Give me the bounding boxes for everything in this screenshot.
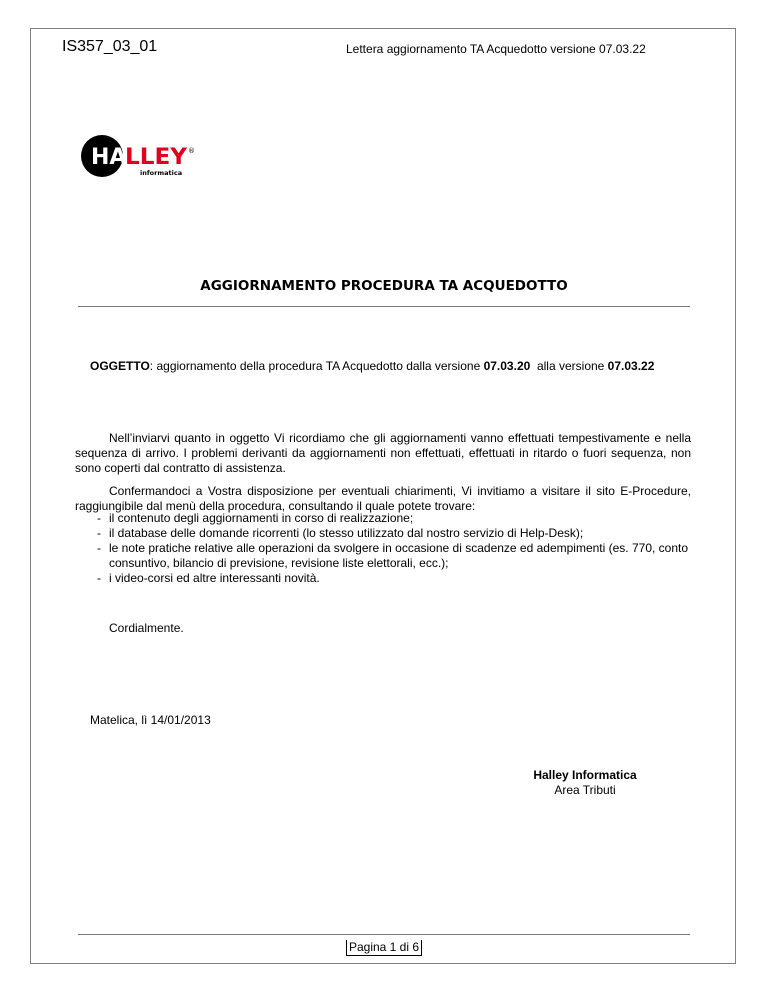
list-dash: -: [97, 526, 101, 540]
paragraph-intro: Nell’inviarvi quanto in oggetto Vi ricordiamo che gli aggiornamenti vanno effettuati tempestivamente e nella sequenza di arrivo. I problemi derivanti da aggiornamenti non effettuati, effettuati in ritardo o fuori sequenza, non sono coperti dal contratto di assistenza.: [75, 431, 691, 475]
halley-logo-graphic: [80, 134, 200, 180]
logo-registered-mark: ®: [188, 147, 195, 155]
eprocedure-list: [75, 511, 691, 586]
place-date: Matelica, lì 14/01/2013: [90, 713, 211, 727]
footer: [0, 940, 768, 956]
subject-version-from: 07.03.20: [483, 359, 531, 373]
subject-label: OGGETTO: [90, 359, 150, 373]
signature-area: Area Tributi: [554, 783, 616, 797]
closing-greeting: Cordialmente.: [109, 621, 184, 635]
list-item: [75, 526, 691, 541]
logo-text-lley: LLEY: [125, 145, 189, 170]
document-code: IS357_03_01: [62, 38, 158, 55]
list-item-text: il contenuto degli aggiornamenti in corso di realizzazione;: [109, 511, 414, 525]
list-item: [75, 571, 691, 586]
list-dash: -: [97, 511, 101, 525]
subject-version-to: 07.03.22: [607, 359, 655, 373]
page-title: AGGIORNAMENTO PROCEDURA TA ACQUEDOTTO: [200, 278, 568, 294]
subject-text: : aggiornamento della procedura TA Acquedotto dalla versione: [149, 359, 484, 373]
list-dash: -: [97, 571, 101, 585]
signature-name: Halley Informatica: [533, 768, 637, 782]
document-header-title: Lettera aggiornamento TA Acquedotto versione 07.03.22: [346, 42, 646, 56]
list-item: [75, 511, 691, 526]
logo-subtext: informatica: [140, 169, 183, 177]
page-number: Pagina 1 di 6: [346, 940, 422, 956]
halley-logo: [80, 134, 200, 185]
list-item-text: le note pratiche relative alle operazioni da svolgere in occasione di scadenze ed adempimenti (es. 770, conto consuntivo, bilancio di previsione, revisione liste elettorali, ecc.);: [109, 541, 689, 570]
list-item-text: il database delle domande ricorrenti (lo stesso utilizzato dal nostro servizio di Help-Desk);: [109, 526, 584, 540]
title-divider: [78, 306, 690, 307]
subject-text-middle: alla versione: [530, 359, 608, 373]
logo-text-ha: HA: [91, 145, 127, 170]
paragraph-eprocedure: Confermandoci a Vostra disposizione per eventuali chiarimenti, Vi invitiamo a visitare il sito E-Procedure, raggiungibile dal menù della procedura, consultando il quale potete trovare:: [75, 484, 691, 513]
subject-line: [90, 359, 690, 374]
list-item: [75, 541, 691, 571]
list-dash: -: [97, 541, 101, 555]
footer-divider: [78, 934, 690, 935]
list-item-text: i video-corsi ed altre interessanti novità.: [109, 571, 320, 585]
